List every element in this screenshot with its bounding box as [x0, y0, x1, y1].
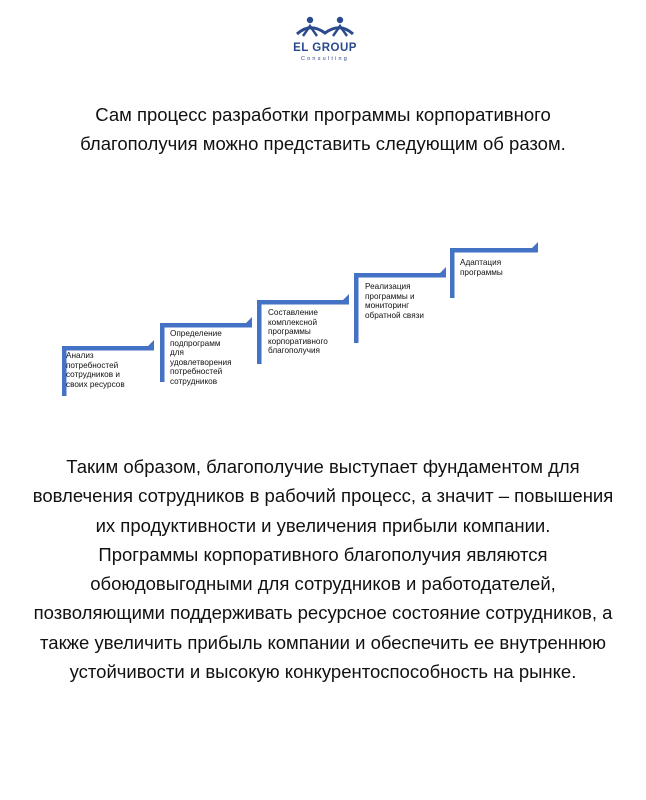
step-1-text: Анализ потребностей сотрудников и своих ресурсов [66, 351, 125, 389]
logo-tagline: Consulting [301, 56, 349, 62]
company-logo [283, 14, 367, 66]
intro-paragraph: Сам процесс разработки программы корпоративного благополучия можно представить следующим об разом. [80, 104, 566, 154]
people-icon [283, 14, 367, 66]
step-5-text: Адаптация программы [460, 258, 503, 277]
conclusion-paragraph-1: Таким образом, благополучие выступает фундаментом для вовлечения сотрудников в рабочий процесс, а значит – повышения их продуктивности и увеличения прибыли компании. [32, 456, 614, 536]
logo-name: EL GROUP [293, 42, 357, 54]
process-staircase-diagram [60, 242, 550, 407]
conclusion-text [30, 452, 616, 686]
step-3-text: Составление комплексной программы корпоративного благополучия [268, 308, 328, 356]
step-2-text: Определение подпрограмм для удовлетворения потребностей сотрудников [170, 329, 232, 386]
conclusion-paragraph-2: Программы корпоративного благополучия являются обоюдовыгодными для сотрудников и работодателей, позволяющими поддерживать ресурсное состояние сотрудников, а также увеличить прибыль компании и обеспечить ее внутреннюю устойчивости и высокую конкурентоспособность на рынке. [33, 543, 613, 683]
step-4-text: Реализация программы и мониторинг обратной связи [365, 282, 424, 320]
